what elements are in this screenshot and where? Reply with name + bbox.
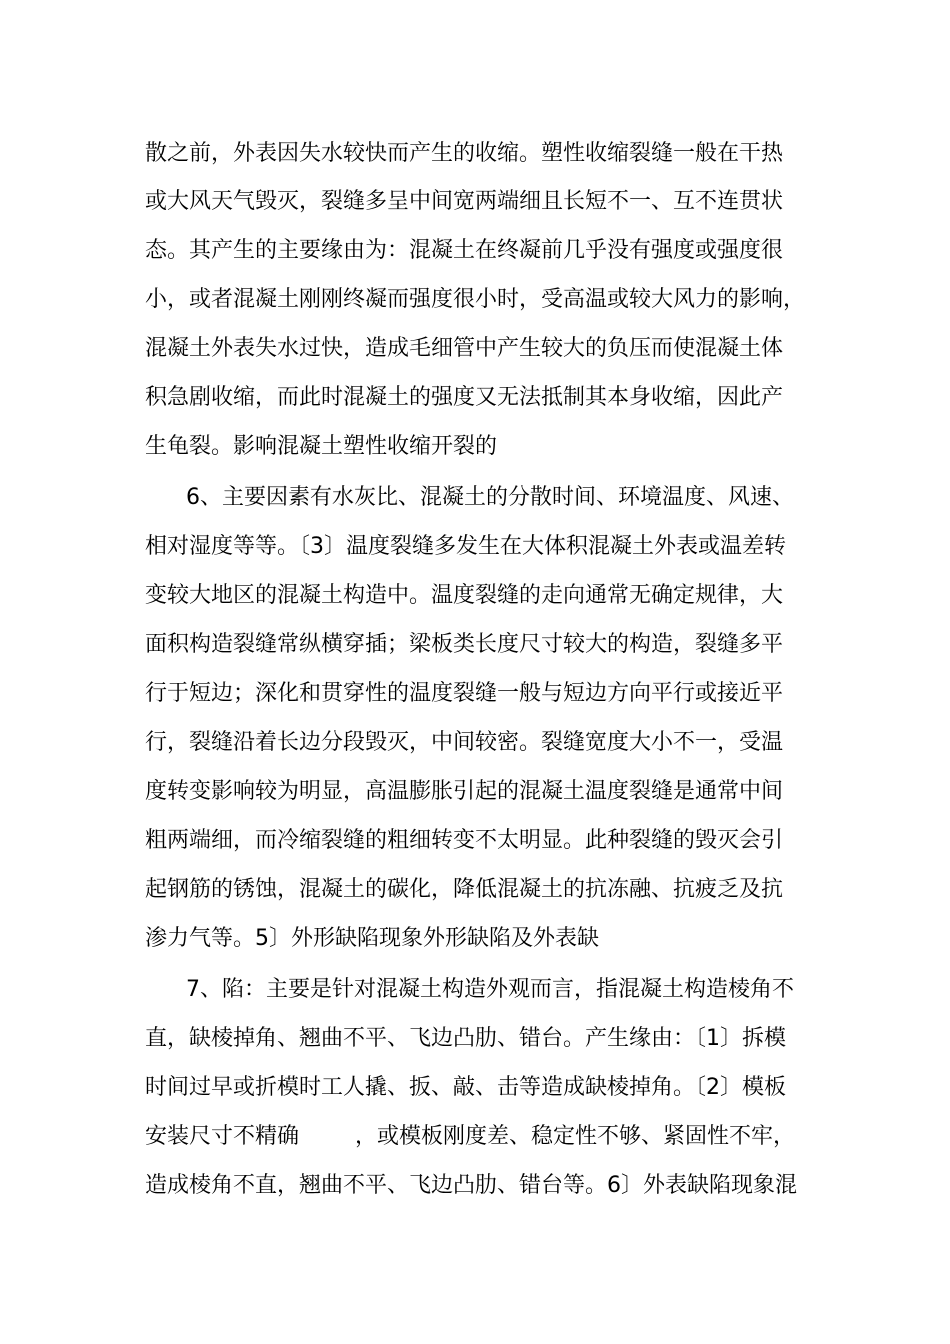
- text-line-19: 直，缺棱掉角、翘曲不平、飞边凸肋、错台。产生缘由：〔1〕拆模: [145, 1026, 786, 1051]
- text-line-20: 时间过早或折模时工人撬、扳、敲、击等造成缺棱掉角。〔2〕模板: [145, 1075, 786, 1100]
- text-line-5: 混凝土外表失水过快，造成毛细管中产生较大的负压而使混凝土体: [145, 336, 784, 361]
- text-line-13: 行，裂缝沿着长边分段毁灭，中间较密。裂缝宽度大小不一，受温: [145, 730, 784, 755]
- text-line-6: 积急剧收缩，而此时混凝土的强度又无法抵制其本身收缩，因此产: [145, 385, 784, 410]
- text-line-14: 度转变影响较为明显，高温膨胀引起的混凝土温度裂缝是通常中间: [145, 779, 784, 804]
- text-line-8: 6、主要因素有水灰比、混凝土的分散时间、环境温度、风速、: [186, 485, 794, 510]
- text-line-15: 粗两端细，而冷缩裂缝的粗细转变不太明显。此种裂缝的毁灭会引: [145, 828, 784, 853]
- text-line-9: 相对湿度等等。〔3〕温度裂缝多发生在大体积混凝土外表或温差转: [145, 534, 786, 559]
- text-line-1: 散之前，外表因失水较快而产生的收缩。塑性收缩裂缝一般在干热: [145, 141, 784, 166]
- text-line-17: 渗力气等。5〕外形缺陷现象外形缺陷及外表缺: [145, 926, 599, 951]
- text-line-18: 7、陷：主要是针对混凝土构造外观而言，指混凝土构造棱角不: [186, 977, 794, 1002]
- text-line-10: 变较大地区的混凝土构造中。温度裂缝的走向通常无确定规律，大: [145, 583, 784, 608]
- text-line-12: 行于短边；深化和贯穿性的温度裂缝一般与短边方向平行或接近平: [145, 681, 784, 706]
- text-line-16: 起钢筋的锈蚀，混凝土的碳化，降低混凝土的抗冻融、抗疲乏及抗: [145, 877, 784, 902]
- text-line-2: 或大风天气毁灭，裂缝多呈中间宽两端细且长短不一、互不连贯状: [145, 189, 784, 214]
- text-line-21: 安装尺寸不精确 ，或模板刚度差、稳定性不够、紧固性不牢，: [145, 1124, 795, 1149]
- text-line-4: 小，或者混凝土刚刚终凝而强度很小时，受高温或较大风力的影响，: [145, 287, 806, 312]
- text-line-7: 生龟裂。影响混凝土塑性收缩开裂的: [145, 434, 498, 459]
- text-line-22: 造成棱角不直，翘曲不平、飞边凸肋、错台等。6〕外表缺陷现象混: [145, 1173, 797, 1198]
- text-line-11: 面积构造裂缝常纵横穿插；梁板类长度尺寸较大的构造，裂缝多平: [145, 632, 784, 657]
- text-line-3: 态。其产生的主要缘由为：混凝土在终凝前几乎没有强度或强度很: [145, 238, 784, 263]
